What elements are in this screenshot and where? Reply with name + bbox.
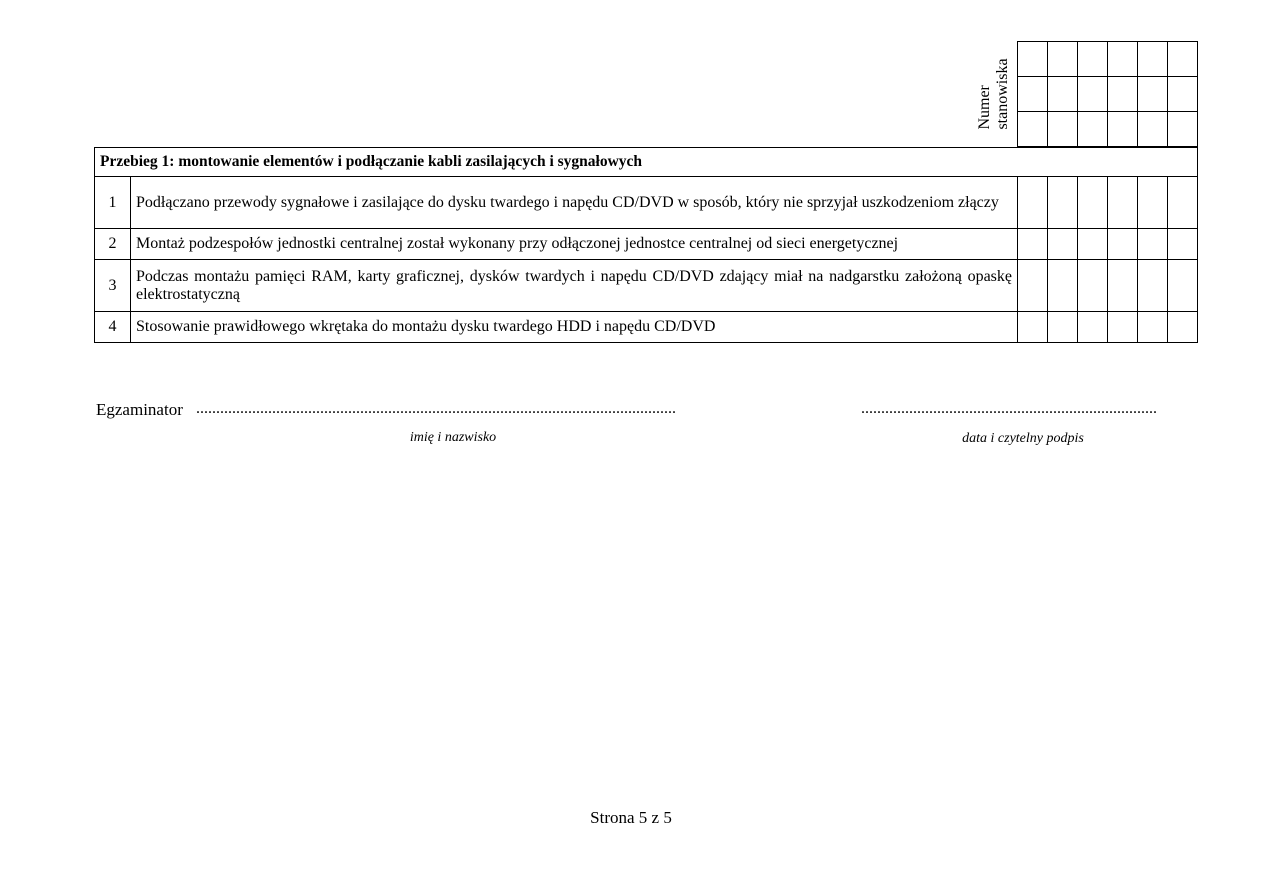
score-cell[interactable] xyxy=(1108,312,1138,343)
score-cell[interactable] xyxy=(1048,177,1078,229)
station-label-line1: Numer xyxy=(976,85,993,130)
station-label-line2: stanowiska xyxy=(994,58,1011,130)
station-cell[interactable] xyxy=(1048,42,1078,77)
station-cell[interactable] xyxy=(1078,77,1108,112)
score-cell[interactable] xyxy=(1078,229,1108,260)
row-criterion: Stosowanie prawidłowego wkrętaka do montażu dysku twardego HDD i napędu CD/DVD xyxy=(131,312,1018,343)
score-cell[interactable] xyxy=(1168,260,1198,312)
station-cell[interactable] xyxy=(1138,42,1168,77)
station-number-grid xyxy=(1017,41,1198,147)
score-cell[interactable] xyxy=(1138,260,1168,312)
page-number: Strona 5 z 5 xyxy=(590,808,672,827)
table-row xyxy=(95,312,1198,343)
score-cell[interactable] xyxy=(1018,229,1048,260)
row-number: 2 xyxy=(95,229,131,260)
score-cell[interactable] xyxy=(1018,177,1048,229)
station-cell[interactable] xyxy=(1108,77,1138,112)
station-cell[interactable] xyxy=(1168,77,1198,112)
station-cell[interactable] xyxy=(1018,112,1048,147)
score-cell[interactable] xyxy=(1078,260,1108,312)
station-cell[interactable] xyxy=(1168,112,1198,147)
station-cell[interactable] xyxy=(1048,77,1078,112)
criteria-header: Przebieg 1: montowanie elementów i podłączanie kabli zasilających i sygnałowych xyxy=(95,148,1198,177)
station-cell[interactable] xyxy=(1168,42,1198,77)
date-signature-field[interactable]: .......................................................................... xyxy=(861,400,1157,417)
row-criterion: Montaż podzespołów jednostki centralnej został wykonany przy odłączonej jednostce centralnej od sieci energetycznej xyxy=(131,229,1018,260)
row-criterion: Podłączano przewody sygnałowe i zasilające do dysku twardego i napędu CD/DVD w sposób, który nie sprzyjał uszkodzeniom złączy xyxy=(131,177,1018,229)
examiner-label: Egzaminator xyxy=(96,400,183,419)
row-number: 4 xyxy=(95,312,131,343)
score-cell[interactable] xyxy=(1048,260,1078,312)
score-cell[interactable] xyxy=(1168,229,1198,260)
score-cell[interactable] xyxy=(1138,229,1168,260)
table-row xyxy=(95,260,1198,312)
score-cell[interactable] xyxy=(1108,260,1138,312)
row-number: 1 xyxy=(95,177,131,229)
score-cell[interactable] xyxy=(1168,177,1198,229)
station-cell[interactable] xyxy=(1078,42,1108,77)
score-cell[interactable] xyxy=(1048,312,1078,343)
station-cell[interactable] xyxy=(1018,42,1048,77)
score-cell[interactable] xyxy=(1078,177,1108,229)
station-cell[interactable] xyxy=(1078,112,1108,147)
date-signature-caption: data i czytelny podpis xyxy=(962,431,1084,446)
score-cell[interactable] xyxy=(1048,229,1078,260)
name-caption: imię i nazwisko xyxy=(409,430,497,445)
station-cell[interactable] xyxy=(1138,112,1168,147)
score-cell[interactable] xyxy=(1018,260,1048,312)
score-cell[interactable] xyxy=(1138,312,1168,343)
row-number: 3 xyxy=(95,260,131,312)
examiner-name-field[interactable]: ........................................................................................................................ xyxy=(196,400,676,417)
score-cell[interactable] xyxy=(1138,177,1168,229)
criteria-header-row xyxy=(95,148,1198,177)
table-row xyxy=(95,229,1198,260)
table-row xyxy=(95,177,1198,229)
score-cell[interactable] xyxy=(1108,177,1138,229)
station-cell[interactable] xyxy=(1048,112,1078,147)
station-cell[interactable] xyxy=(1108,112,1138,147)
station-cell[interactable] xyxy=(1108,42,1138,77)
score-cell[interactable] xyxy=(1018,312,1048,343)
row-criterion: Podczas montażu pamięci RAM, karty graficznej, dysków twardych i napędu CD/DVD zdający miał na nadgarstku założoną opaskę elektrostatyczną xyxy=(131,260,1018,312)
score-cell[interactable] xyxy=(1078,312,1108,343)
station-cell[interactable] xyxy=(1138,77,1168,112)
score-cell[interactable] xyxy=(1168,312,1198,343)
criteria-table xyxy=(94,147,1198,343)
station-number-label xyxy=(972,42,1016,146)
station-cell[interactable] xyxy=(1018,77,1048,112)
score-cell[interactable] xyxy=(1108,229,1138,260)
